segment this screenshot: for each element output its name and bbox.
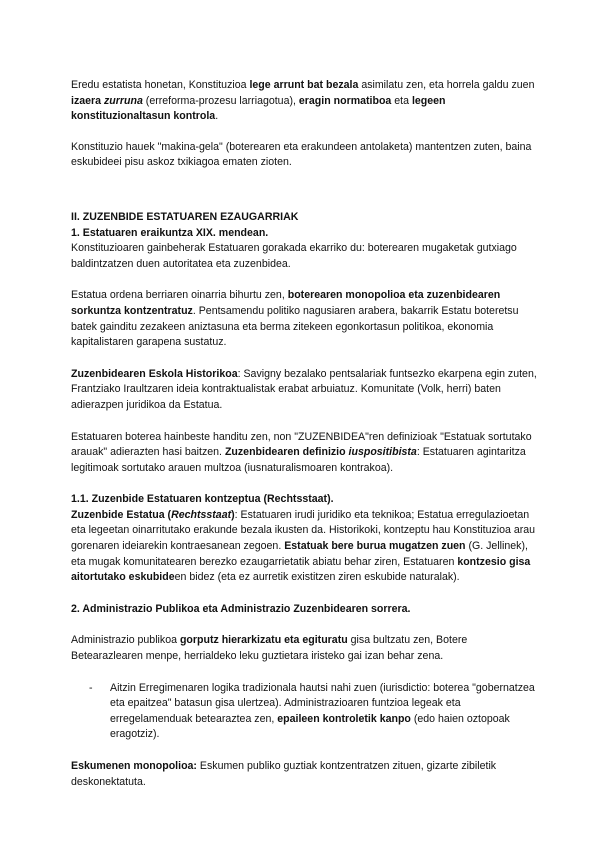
paragraph-constitution-assimilated: Eredu estatista honetan, Konstituzioa lege arrunt bat bezala asimilatu zen, eta horrela galdu zuen izaera zurruna (erreforma-prozesu larriagotua), eragin normatiboa eta legeen konstituzionaltasun kontrola. (71, 79, 535, 123)
paragraph-historical-school: Zuzenbidearen Eskola Historikoa: Savigny bezalako pentsalariak funtsezko ekarpena egin zuten, Frantziako Iraultzaren ideia kontraktualistak erabat arbuiatuz. Komunitate (Volk, herri) baten adierazpen juridikoa da Estatua. (71, 367, 537, 411)
paragraph-competence-monopoly: Eskumenen monopolioa: Eskumen publiko guztiak kontzentratzen zituen, gizarte zibiletik deskonektatuta. (71, 760, 497, 788)
paragraph-law-definition: Estatuaren boterea hainbeste handitu zen, non "ZUZENBIDEA"ren definizioak "Estatuak sortutako arauak" adierazten hasi baitzen. Zuzenbidearen definizio iuspositibista: Estatuaren agintaritza legitimoak sortutako arauen multzoa (iusnaturalismoaren kontrakoa). (71, 430, 532, 474)
paragraph-decline-constitution: Konstituzioaren gainbeherak Estatuaren gorakada ekarriko du: boterearen mugaketak gutxiago baldintzatzen duen autoritatea eta zuzenbidea. (71, 242, 517, 270)
paragraph-machine-room: Konstituzio hauek "makina-gela" (boterearen eta erakundeen antolaketa) mantentzen zuten, baina eskubideei pisu askoz txikiagoa ematen zioten. (71, 140, 532, 169)
list-bullet-dash: - (89, 681, 93, 694)
list-item-text: Aitzin Erregimenaren logika tradizionala hautsi nahi zuen (iurisdictio: boterea "gobernatzea eta epaitzea" batasun gisa ulertzea). Administrazioaren funtzioa legeak eta erregelamenduak betearaztea zen, epaileen kontroletik kanpo (edo haien oztopoak eragotziz). (110, 681, 535, 741)
paragraph-rechtsstaat: Zuzenbide Estatua (Rechtsstaat): Estatuaren irudi juridiko eta teknikoa; Estatua erregulazioetan eta legeetan oinarritutako erakunde bezala ikusten da. Historikoki, kontzeptu hau Konstituzioa arau gorenaren ideiarekin kontraesanean zegoen. Estatuak bere burua mugatzen zuen (G. Jellinek), eta mugak komunitatearen berezko ezaugarrietatik abiatu behar ziren, Estatuaren kontzesio gisa aitortutako eskubideen bidez (eta ez aurretik existitzen ziren eskubide naturalak). (71, 508, 536, 584)
subheading-state-construction: 1. Estatuaren eraikuntza XIX. mendean. (71, 226, 269, 239)
subheading-rechtsstaat: 1.1. Zuzenbide Estatuaren kontzeptua (Rechtsstaat). (71, 493, 334, 506)
paragraph-state-new-order: Estatua ordena berriaren oinarria bihurtu zen, boterearen monopolioa eta zuzenbidearen sorkuntza kontzentratuz. Pentsamendu politiko nagusiaren arabera, bakarrik Estatu boteretsu batek gainditu zezakeen aniztasuna eta berma zitekeen egonkortasun politikoa, ekonomia kapitalistaren garapena sustatuz. (71, 289, 519, 349)
subheading-public-administration: 2. Administrazio Publikoa eta Administrazio Zuzenbidearen sorrera. (71, 602, 411, 615)
list-item-ancien-regime (89, 681, 541, 743)
document-page (71, 78, 541, 790)
paragraph-hierarchical-body: Administrazio publikoa gorputz hierarkizatu eta egituratu gisa bultzatu zen, Botere Betearazlearen menpe, herrialdeko leku guztietara iristeko gai izan behar zena. (71, 634, 468, 663)
section-heading: II. ZUZENBIDE ESTATUAREN EZAUGARRIAK (71, 210, 299, 223)
